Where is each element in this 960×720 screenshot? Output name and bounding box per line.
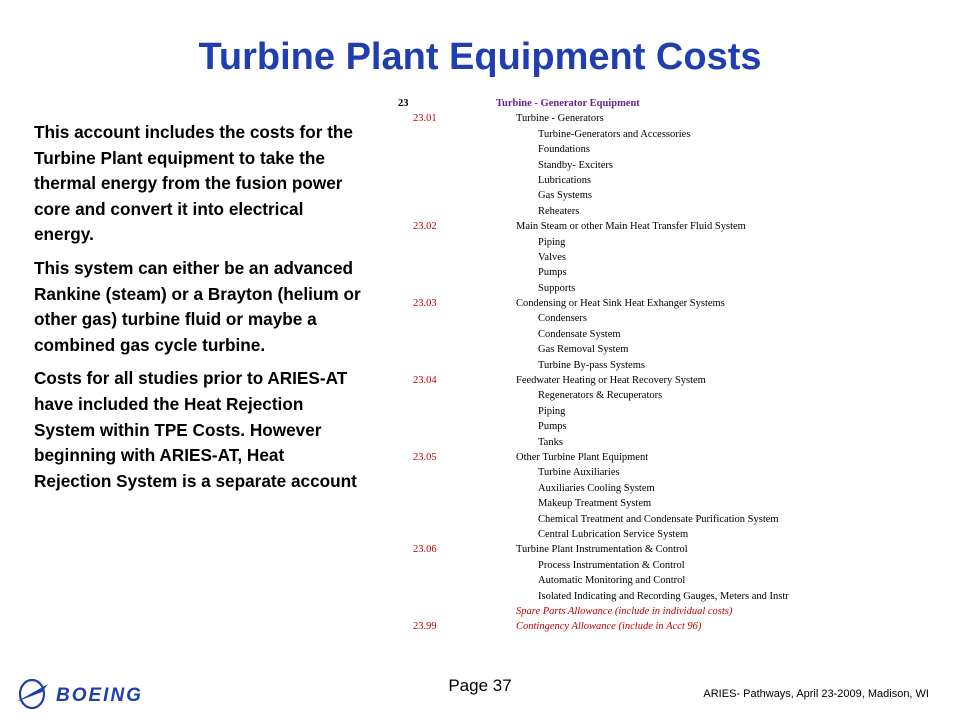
- table-row: [398, 173, 938, 188]
- account-label: Lubrications: [538, 174, 592, 186]
- table-header-row: [398, 96, 938, 111]
- account-label: Spare Parts Allowance (include in individual costs): [516, 605, 733, 617]
- table-row: [398, 327, 938, 342]
- table-row: [398, 496, 938, 511]
- account-label: Feedwater Heating or Heat Recovery System: [516, 375, 706, 387]
- account-label: Process Instrumentation & Control: [538, 559, 685, 571]
- account-label: Contingency Allowance (include in Acct 96): [516, 621, 702, 633]
- account-label: Turbine-Generators and Accessories: [538, 128, 691, 140]
- table-row: [398, 558, 938, 573]
- table-row: [398, 219, 938, 234]
- account-label: Pumps: [538, 421, 567, 433]
- account-label: Foundations: [538, 144, 590, 156]
- table-row: [398, 188, 938, 203]
- account-label: Tanks: [538, 436, 563, 448]
- account-label: Pumps: [538, 267, 567, 279]
- table-row: [398, 573, 938, 588]
- description-text: [34, 120, 364, 502]
- account-number: 23.01: [413, 113, 437, 125]
- account-label: Gas Systems: [538, 190, 592, 202]
- table-row: [398, 542, 938, 557]
- account-number: 23.06: [413, 544, 437, 556]
- table-row: [398, 311, 938, 326]
- paragraph-heat-rejection: Costs for all studies prior to ARIES-AT have included the Heat Rejection System within TPE Costs. However beginning with ARIES-AT, Heat Rejection System is a separate account: [34, 368, 357, 491]
- table-row: [398, 604, 938, 619]
- table-row: [398, 481, 938, 496]
- paragraph-system-types: This system can either be an advanced Rankine (steam) or a Brayton (helium or other gas) turbine fluid or maybe a combined gas cycle turbine.: [34, 257, 361, 355]
- account-number: 23: [398, 98, 409, 109]
- table-row: [398, 450, 938, 465]
- table-row: [398, 158, 938, 173]
- account-label: Chemical Treatment and Condensate Purification System: [538, 513, 779, 525]
- table-row: [398, 281, 938, 296]
- account-label: Turbine - Generators: [516, 113, 604, 125]
- account-label: Other Turbine Plant Equipment: [516, 451, 649, 463]
- account-label: Makeup Treatment System: [538, 498, 652, 510]
- page-number: Page 37: [448, 676, 512, 695]
- account-number: 23.02: [413, 221, 437, 233]
- table-row: [398, 435, 938, 450]
- table-row: [398, 419, 938, 434]
- account-label: Isolated Indicating and Recording Gauges, Meters and Instr: [538, 590, 789, 602]
- account-label: Auxiliaries Cooling System: [538, 482, 655, 494]
- table-row: [398, 342, 938, 357]
- table-row: [398, 111, 938, 126]
- account-label: Condensers: [538, 313, 587, 325]
- table-row: [398, 204, 938, 219]
- page-title: Turbine Plant Equipment Costs: [198, 36, 762, 78]
- logo-wordmark: BOEING: [56, 685, 143, 706]
- table-row: [398, 250, 938, 265]
- table-row: [398, 358, 938, 373]
- account-label: Central Lubrication Service System: [538, 528, 689, 540]
- table-row: [398, 619, 938, 634]
- table-row: [398, 388, 938, 403]
- table-row: [398, 373, 938, 388]
- account-label: Automatic Monitoring and Control: [538, 575, 686, 587]
- account-label: Reheaters: [538, 205, 580, 217]
- account-number: 23.04: [413, 375, 437, 387]
- table-row: [398, 512, 938, 527]
- account-label: Regenerators & Recuperators: [538, 390, 663, 402]
- account-title: Turbine - Generator Equipment: [496, 98, 640, 109]
- account-label: Standby- Exciters: [538, 159, 613, 171]
- account-label: Supports: [538, 282, 576, 294]
- table-row: [398, 404, 938, 419]
- table-row: [398, 127, 938, 142]
- account-label: Main Steam or other Main Heat Transfer Fluid System: [516, 221, 746, 233]
- table-row: [398, 142, 938, 157]
- account-label: Valves: [538, 251, 566, 263]
- account-label: Gas Removal System: [538, 344, 629, 356]
- table-row: [398, 527, 938, 542]
- table-row: [398, 235, 938, 250]
- account-label: Condensing or Heat Sink Heat Exhanger Systems: [516, 298, 725, 310]
- footer-event-info: ARIES- Pathways, April 23-2009, Madison, WI: [703, 688, 929, 700]
- table-row: [398, 589, 938, 604]
- account-label: Piping: [538, 405, 566, 417]
- paragraph-scope: This account includes the costs for the Turbine Plant equipment to take the thermal energy from the fusion power core and convert it into electrical energy.: [34, 122, 353, 245]
- account-label: Condensate System: [538, 328, 621, 340]
- account-number: 23.03: [413, 298, 437, 310]
- account-label: Turbine Auxiliaries: [538, 467, 620, 479]
- table-row: [398, 465, 938, 480]
- account-label: Turbine By-pass Systems: [538, 359, 645, 371]
- table-row: [398, 265, 938, 280]
- account-label: Piping: [538, 236, 566, 248]
- account-number: 23.99: [413, 621, 437, 633]
- cost-account-table: [398, 96, 938, 635]
- account-number: 23.05: [413, 451, 437, 463]
- table-row: [398, 296, 938, 311]
- account-label: Turbine Plant Instrumentation & Control: [516, 544, 688, 556]
